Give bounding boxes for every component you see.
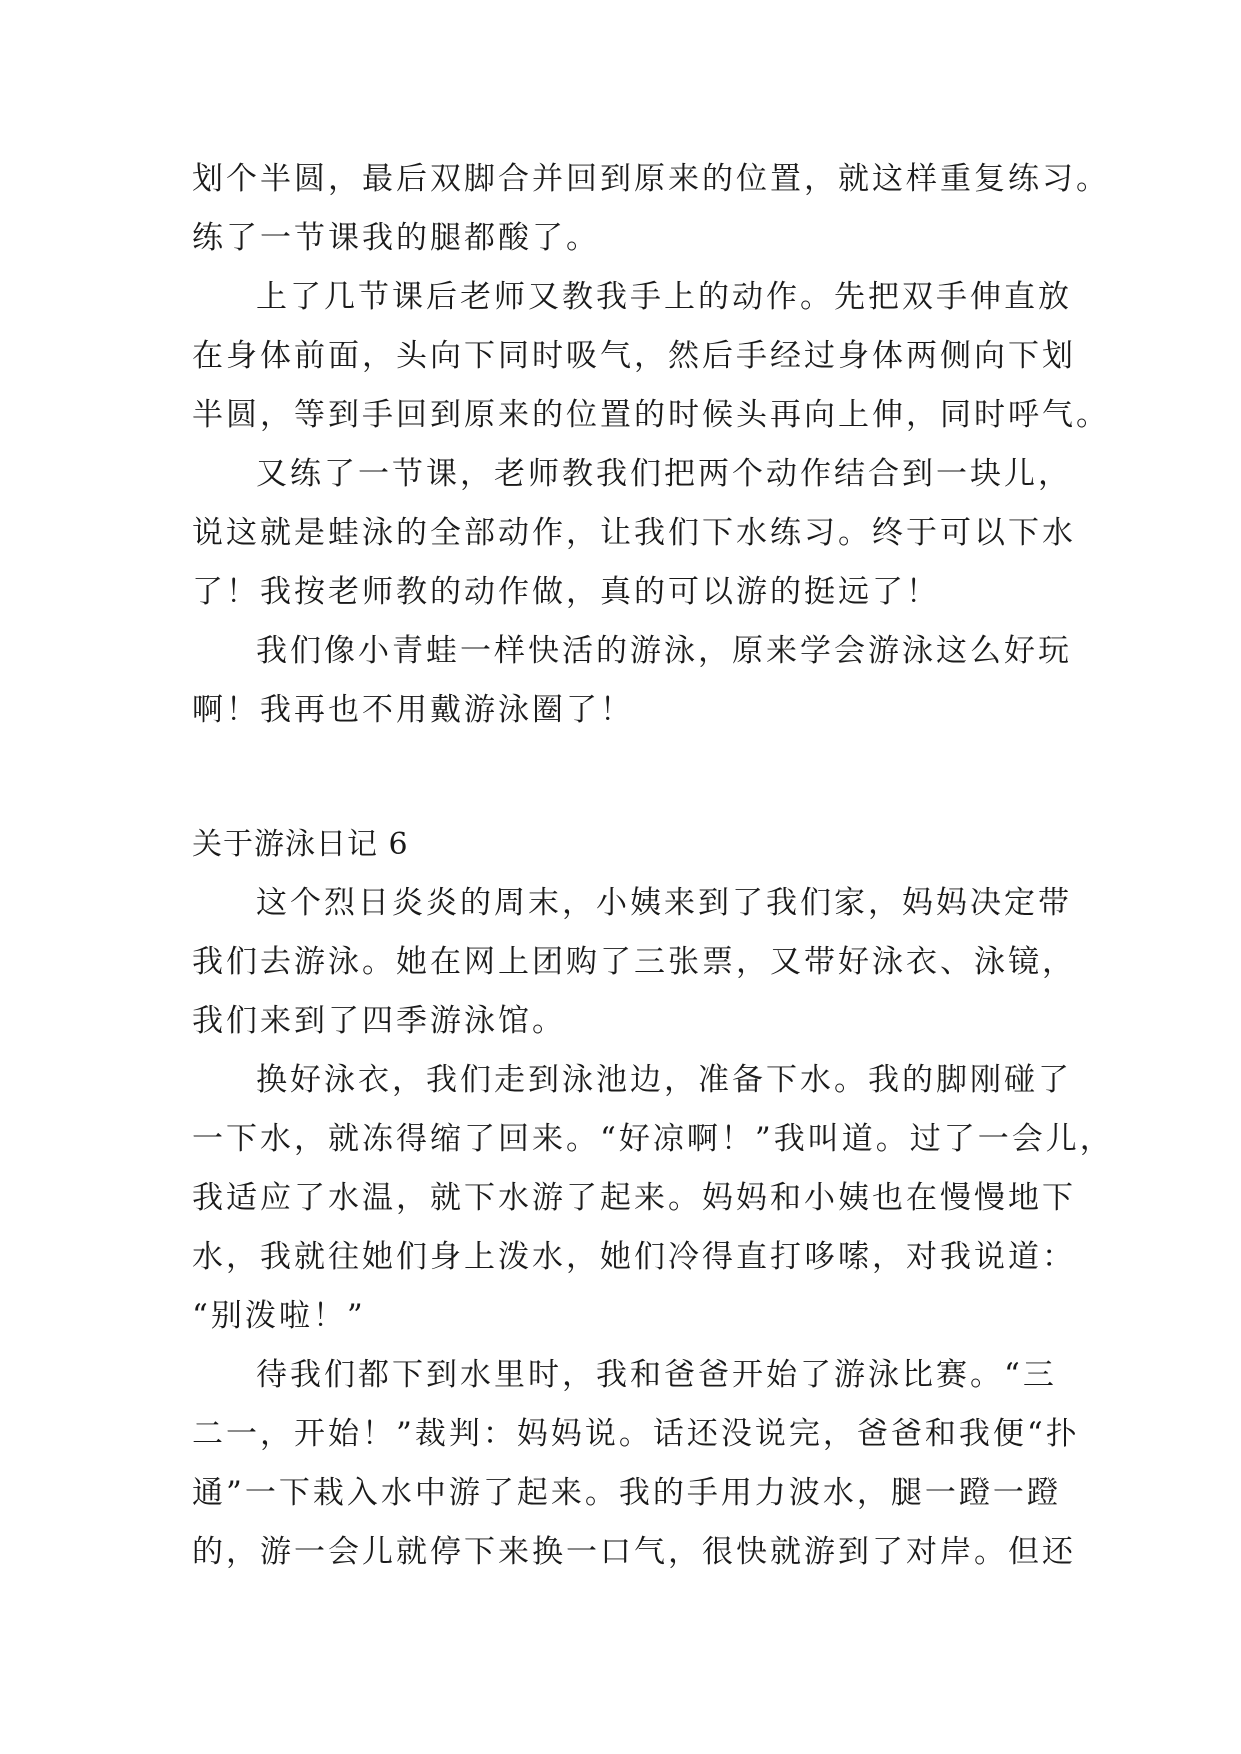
text-line: 划个半圆，最后双脚合并回到原来的位置，就这样重复练习。 — [192, 161, 1110, 197]
section-title: 关于游泳日记 6 — [192, 827, 409, 862]
text-line: 在身体前面，头向下同时吸气，然后手经过身体两侧向下划 — [192, 338, 1076, 374]
text-line: 我们像小青蛙一样快活的游泳，原来学会游泳这么好玩 — [256, 633, 1072, 669]
text-line: 我们来到了四季游泳馆。 — [192, 1003, 566, 1039]
text-line: 啊！我再也不用戴游泳圈了！ — [192, 692, 634, 728]
section-gap — [192, 740, 1054, 815]
text-line: “别泼啦！” — [192, 1298, 366, 1334]
document-page — [192, 150, 1114, 1582]
text-line: 又练了一节课，老师教我们把两个动作结合到一块儿， — [256, 456, 1072, 492]
text-line: 这个烈日炎炎的周末，小姨来到了我们家，妈妈决定带 — [256, 885, 1072, 921]
text-line: 上了几节课后老师又教我手上的动作。先把双手伸直放 — [256, 279, 1072, 315]
text-line: 待我们都下到水里时，我和爸爸开始了游泳比赛。“三 — [256, 1357, 1057, 1393]
text-line: 我适应了水温，就下水游了起来。妈妈和小姨也在慢慢地下 — [192, 1180, 1076, 1216]
text-line: 了！我按老师教的动作做，真的可以游的挺远了！ — [192, 574, 940, 610]
text-line: 练了一节课我的腿都酸了。 — [192, 220, 600, 256]
text-line: 说这就是蛙泳的全部动作，让我们下水练习。终于可以下水 — [192, 515, 1076, 551]
text-line: 水，我就往她们身上泼水，她们冷得直打哆嗦，对我说道： — [192, 1239, 1076, 1275]
text-line: 通”一下栽入水中游了起来。我的手用力波水，腿一蹬一蹬 — [192, 1475, 1061, 1511]
text-line: 二一，开始！”裁判：妈妈说。话还没说完，爸爸和我便“扑 — [192, 1416, 1080, 1452]
text-line: 半圆，等到手回到原来的位置的时候头再向上伸，同时呼气。 — [192, 397, 1110, 433]
text-line: 一下水，就冻得缩了回来。“好凉啊！”我叫道。过了一会儿， — [192, 1121, 1114, 1157]
text-line: 换好泳衣，我们走到泳池边，准备下水。我的脚刚碰了 — [256, 1062, 1072, 1098]
text-line: 的，游一会儿就停下来换一口气，很快就游到了对岸。但还 — [192, 1534, 1076, 1570]
text-line: 我们去游泳。她在网上团购了三张票，又带好泳衣、泳镜， — [192, 944, 1076, 980]
